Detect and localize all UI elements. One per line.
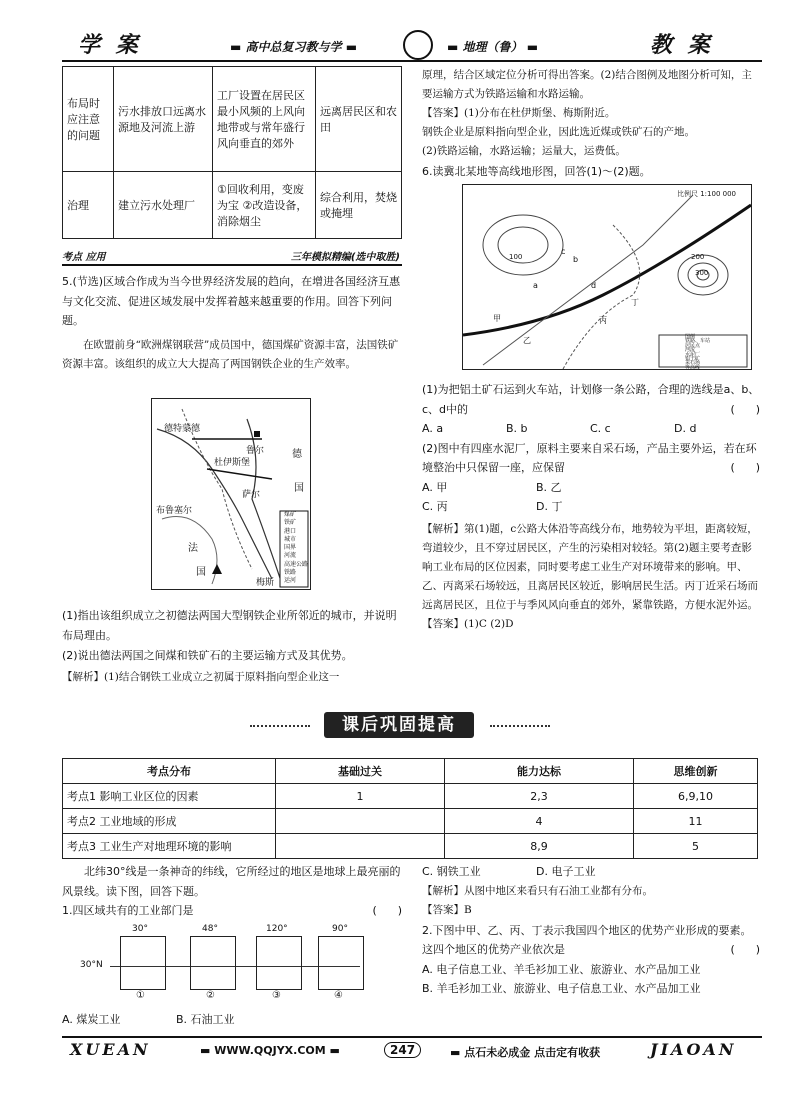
q6-answer: 【答案】(1)C (2)D	[422, 618, 514, 630]
q6-1-opt-d[interactable]: D. d	[674, 422, 697, 435]
q6-2-opt-a[interactable]: A. 甲	[422, 480, 448, 494]
region-map-3	[256, 936, 302, 990]
band-left: 考点 应用	[62, 252, 106, 263]
table-row: 布局时应注意的问题 污水排放口远离水源地及河流上游 工厂设置在居民区最小风频的上风向地带或与常年盛行风向垂直的郊外 远离居民区和农田	[63, 67, 402, 172]
header-center-left: ▬ 高中总复习教与学 ▬	[230, 40, 358, 54]
q6-1-opt-b[interactable]: B. b	[506, 422, 528, 435]
region-map-4	[318, 936, 364, 990]
contour-legend: 图例 铁路、车站 居民点 河流 水泥厂 铝土矿 采石场 等高线	[685, 334, 711, 371]
q6-analysis: 【解析】第(1)题，c公路大体沿等高线分布，地势较为平坦，距离较短，弯道较少，且不穿过居民区，产生的污染相对较轻。第(2)题主要考查影响工业布局的区位因素，同时要考虑工业生产对环境带来的影响。甲、乙、丙离采石场较远，且离居民区较近，影响居民生活。丙丁近采石场而远离居民区，且位于与季风风向垂直的郊外，紧靠铁路，方便水泥外运。 【答案】(1)C (2)D	[422, 520, 760, 634]
table-header-row: 考点分布 基础过关 能力达标 思维创新	[63, 759, 758, 784]
bottom-q1-options	[62, 1010, 402, 1030]
q1-opt-b[interactable]: B. 石油工业	[176, 1013, 235, 1026]
q5-analysis: 【解析】(1)结合钢铁工业成立之初属于原料指向型企业这一	[62, 671, 340, 683]
q2-opt-a[interactable]: A. 电子信息工业、羊毛衫加工业、旅游业、水产品加工业	[422, 962, 701, 976]
bottom-right: C. 钢铁工业 D. 电子工业 【解析】从图中地区来看只有石油工业都有分布。 【答案】B 2.下图中甲、乙、丙、丁表示我国四个地区的优势产业形成的要素。这四个地区的优势产业依次是 ( ) A. 电子信息工业、羊毛衫加工业、旅游业、水产品加工业 B. 羊毛衫加工业、旅游业、电子信息工业、水产品加工业	[422, 862, 760, 999]
iron-mine-marker	[212, 564, 222, 574]
four-region-maps: 30°N 30° ① 48° ② 120° ③ 90° ④	[80, 928, 380, 1006]
q5-sub1: (1)指出该组织成立之初德法两国大型钢铁企业所邻近的城市，并说明布局理由。	[62, 609, 397, 642]
bottom-q1: 1.四区域共有的工业部门是	[62, 904, 194, 917]
q6-1-opt-a[interactable]: A. a	[422, 422, 444, 435]
table-row: 考点1 影响工业区位的因素 1 2,3 6,9,10	[63, 784, 758, 809]
section-band	[62, 248, 402, 266]
footer-left: XUEAN	[70, 1040, 151, 1059]
q6-2-opt-b[interactable]: B. 乙	[536, 480, 562, 494]
footer-rule	[62, 1036, 762, 1038]
region-map-1	[120, 936, 166, 990]
q6-2-opt-d[interactable]: D. 丁	[536, 500, 563, 513]
pollution-table	[62, 66, 402, 239]
q5-sub2: (2)说出德法两国之间煤和铁矿石的主要运输方式及其优势。	[62, 649, 353, 662]
europe-map: 德特蒙德 鲁尔 杜伊斯堡 布鲁塞尔 萨尔 德 国 法 国 梅斯 煤矿 铁矿 港口 城市 国界 河流 高速公路 铁路 运河	[151, 398, 311, 590]
q6-2-opt-c[interactable]: C. 丙	[422, 500, 448, 513]
contour-map: 比例尺 1:100 000 a b c d 甲 乙 丙 丁 100 200 300 图例 铁路、车站 居民点 河流 水泥厂 铝土矿 采石场 等高线	[462, 184, 752, 370]
footer-slogan: ▬ 点石未必成金 点击定有收获	[450, 1046, 601, 1059]
footer-right: JIAOAN	[650, 1040, 737, 1059]
bottom-intro: 北纬30°线是一条神奇的纬线，它所经过的地区是地球上最亮丽的风景线。读下图，回答下题。 1.四区域共有的工业部门是 ( )	[62, 865, 402, 917]
q5-stem: 5.(节选)区域合作成为当今世界经济发展的趋向，在增进各国经济互惠与文化交流、促进区域发展中发挥着越来越重要的作用。回答下列问题。	[62, 275, 401, 327]
distribution-table	[62, 758, 758, 859]
region-map-2	[190, 936, 236, 990]
q6-stem: 6.读冀北某地等高线地形图，回答(1)～(2)题。	[422, 165, 651, 178]
q1-opt-a[interactable]: A. 煤炭工业	[62, 1013, 121, 1026]
q1-opt-d[interactable]: D. 电子工业	[536, 865, 596, 878]
header-left-title: 学 案	[78, 32, 142, 58]
band-right: 三年模拟精编(选中取胜)	[290, 252, 400, 263]
q1-analysis: 【解析】从图中地区来看只有石油工业都有分布。	[422, 884, 653, 897]
page-number: 247	[384, 1042, 421, 1058]
q1-answer: 【答案】B	[422, 904, 472, 916]
section-title: 课后巩固提高	[324, 712, 474, 738]
section-title-bar	[250, 712, 550, 740]
q2-stem: 2.下图中甲、乙、丙、丁表示我国四个地区的优势产业形成的要素。这四个地区的优势产业依次是	[422, 923, 752, 956]
header-right-title: 教 案	[650, 32, 714, 58]
q5-material: 在欧盟前身“欧洲煤钢联营”成员国中，德国煤矿资源丰富，法国铁矿资源丰富。该组织的成立大大提高了两国钢铁企业的生产效率。	[62, 339, 399, 370]
q6-sub1: (1)为把铝土矿石运到火车站，计划修一条公路，合理的选线是a、b、c、d中的 ( ) A. a B. b C. c D. d (2)图中有四座水泥厂，原料主要来自采石场，产品主要外运，若在环境整治中只保留一座，应保留 ( ) A. 甲 B. 乙 C. 丙 D. 丁	[422, 380, 760, 517]
q5-continued: 原理，结合区域定位分析可得出答案。(2)结合图例及地图分析可知，主要运输方式为铁路运输和水路运输。 【答案】(1)分布在杜伊斯堡、梅斯附近。 钢铁企业是原料指向型企业，因此选近煤或铁矿石的产地。 (2)铁路运输，水路运输；运量大，运费低。	[422, 69, 752, 157]
q6-1-opt-c[interactable]: C. c	[590, 422, 611, 435]
emblem-icon	[403, 30, 433, 60]
footer-url: ▬ WWW.QQJYX.COM ▬	[200, 1044, 340, 1057]
europe-map-legend: 煤矿 铁矿 港口 城市 国界 河流 高速公路 铁路 运河	[284, 511, 309, 585]
q2-opt-b[interactable]: B. 羊毛衫加工业、旅游业、电子信息工业、水产品加工业	[422, 982, 701, 995]
q1-opt-c[interactable]: C. 钢铁工业	[422, 865, 481, 878]
table-row: 治理 建立污水处理厂 ①回收利用，变废为宝 ②改造设备，消除烟尘 综合利用，焚烧或掩埋	[63, 172, 402, 239]
table-row: 考点3 工业生产对地理环境的影响 8,9 5	[63, 834, 758, 859]
header-center-right: ▬ 地理（鲁） ▬	[447, 40, 539, 54]
table-row: 考点2 工业地域的形成 4 11	[63, 809, 758, 834]
city-marker	[254, 431, 260, 437]
scale-label: 比例尺 1:100 000	[677, 190, 736, 198]
header-rule	[62, 60, 762, 62]
